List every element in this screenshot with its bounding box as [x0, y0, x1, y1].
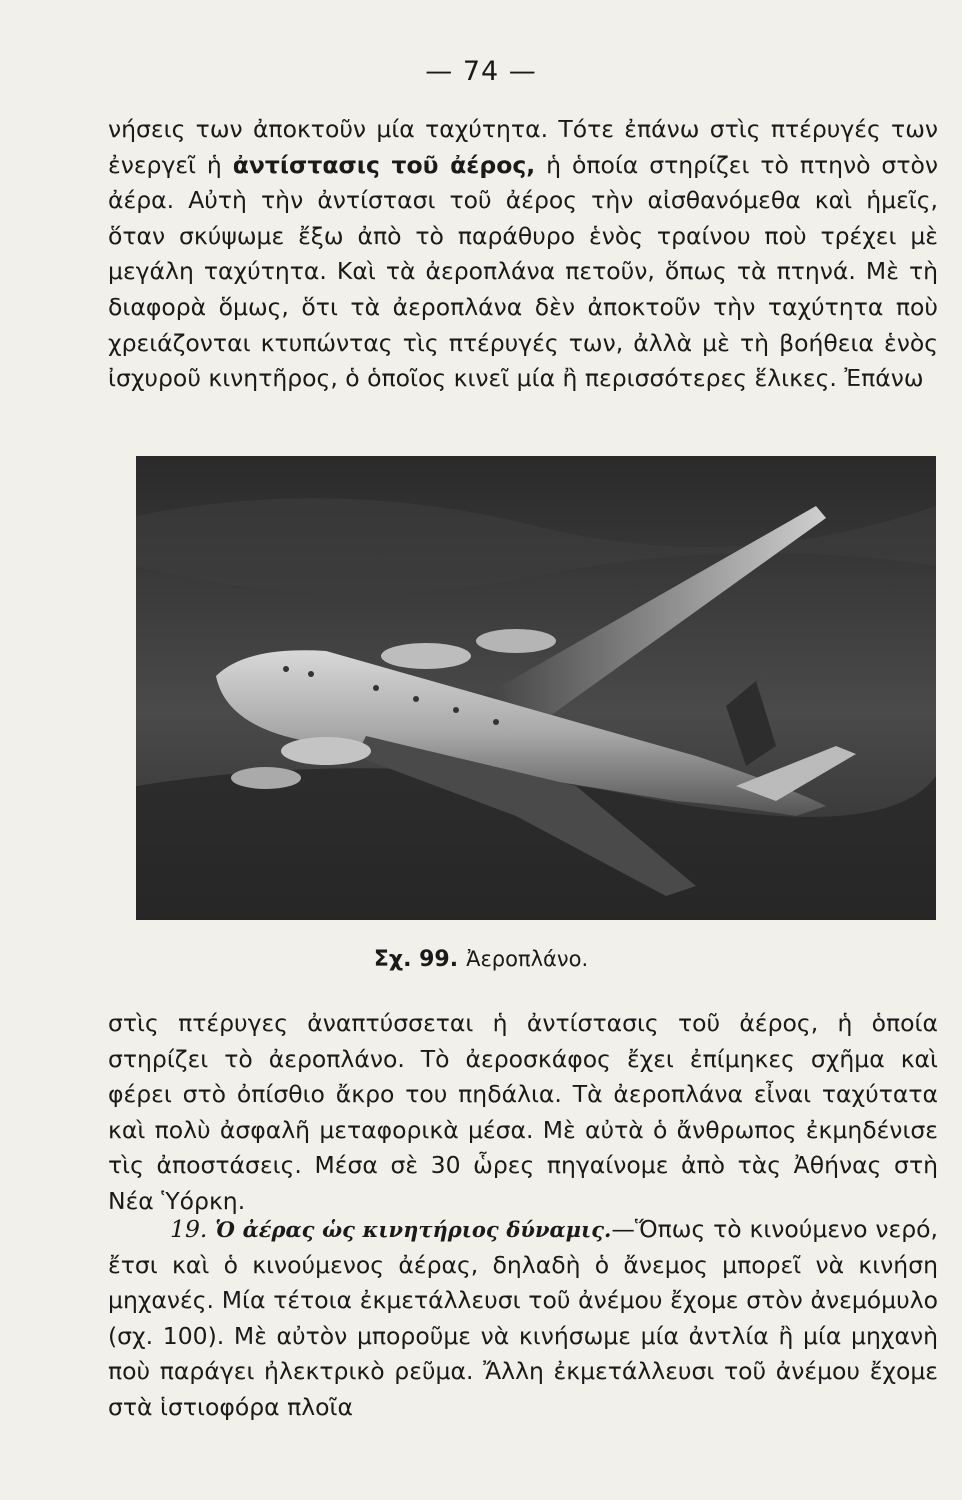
section-number: 19.	[170, 1215, 208, 1243]
figure-caption	[0, 947, 962, 972]
figure-label: Σχ. 99.	[373, 947, 459, 972]
para1-text-before: νήσεις των ἀποκτοῦν μία ταχύτητα. Τότε ἐπάνω στὶς πτέρυγές των ἐνεργεῖ ἡ	[108, 115, 938, 179]
section-dash: —	[611, 1215, 635, 1243]
section-title: Ὁ ἀέρας ὡς κινητήριος δύναμις.	[215, 1217, 612, 1242]
paragraph-1	[108, 112, 938, 397]
airplane-photo	[136, 456, 936, 920]
para1-text-after: ἡ ὁποία στηρίζει τὸ πτηνὸ στὸν ἀέρα. Αὐτὴ τὴν ἀντίστασι τοῦ ἀέρος τὴν αἰσθανόμεθα καὶ ἡμεῖς, ὅταν σκύψωμε ἔξω ἀπὸ τὸ παράθυρο ἑνὸς τραίνου ποὺ τρέχει μὲ μεγάλη ταχύτητα. Καὶ τὰ ἀεροπλάνα πετοῦν, ὅπως τὰ πτηνά. Μὲ τὴ διαφορὰ ὅμως, ὅτι τὰ ἀεροπλάνα δὲν ἀποκτοῦν τὴν ταχύτητα ποὺ χρειάζονται κτυπώντας τὶς πτέρυγές των, ἀλλὰ μὲ τὴ βοήθεια ἑνὸς ἰσχυροῦ κινητῆρος, ὁ ὁποῖος κινεῖ μία ἢ περισσότερες ἕλικες. Ἐπάνω	[108, 150, 938, 393]
figure-title: Ἀεροπλάνο.	[466, 947, 589, 971]
page-number: — 74 —	[425, 56, 537, 87]
paragraph-3	[108, 1212, 938, 1426]
paragraph-2: στὶς πτέρυγες ἀναπτύσσεται ἡ ἀντίστασις τοῦ ἀέρος, ἡ ὁποία στηρίζει τὸ ἀεροπλάνο. Τὸ ἀεροσκάφος ἔχει ἐπίμηκες σχῆμα καὶ φέρει στὸ ὀπίσθιο ἄκρο του πηδάλια. Τὰ ἀεροπλάνα εἶναι ταχύτατα καὶ πολὺ ἀσφαλῆ μεταφορικὰ μέσα. Μὲ αὐτὰ ὁ ἄνθρωπος ἐκμηδένισε τὶς ἀποστάσεις. Μέσα σὲ 30 ὧρες πηγαίνομε ἀπὸ τὰς Ἀθήνας στὴ Νέα Ὑόρκη.	[108, 1009, 938, 1215]
section-body: Ὅπως τὸ κινούμενο νερό, ἔτσι καὶ ὁ κινούμενος ἀέρας, δηλαδὴ ὁ ἄνεμος μπορεῖ νὰ κινήση μηχανές. Μία τέτοια ἐκμετάλλευσι τοῦ ἀνέμου ἔχομε στὸν ἀνεμόμυλο (σχ. 100). Μὲ αὐτὸν μποροῦμε νὰ κινήσωμε μία ἀντλία ἢ μία μηχανὴ ποὺ παράγει ἠλεκτρικὸ ρεῦμα. Ἄλλη ἐκμετάλλευσι τοῦ ἀνέμου ἔχομε στὰ ἱστιοφόρα πλοῖα	[108, 1215, 938, 1421]
para1-bold-term: ἀντίστασις τοῦ ἀέρος,	[232, 150, 536, 179]
